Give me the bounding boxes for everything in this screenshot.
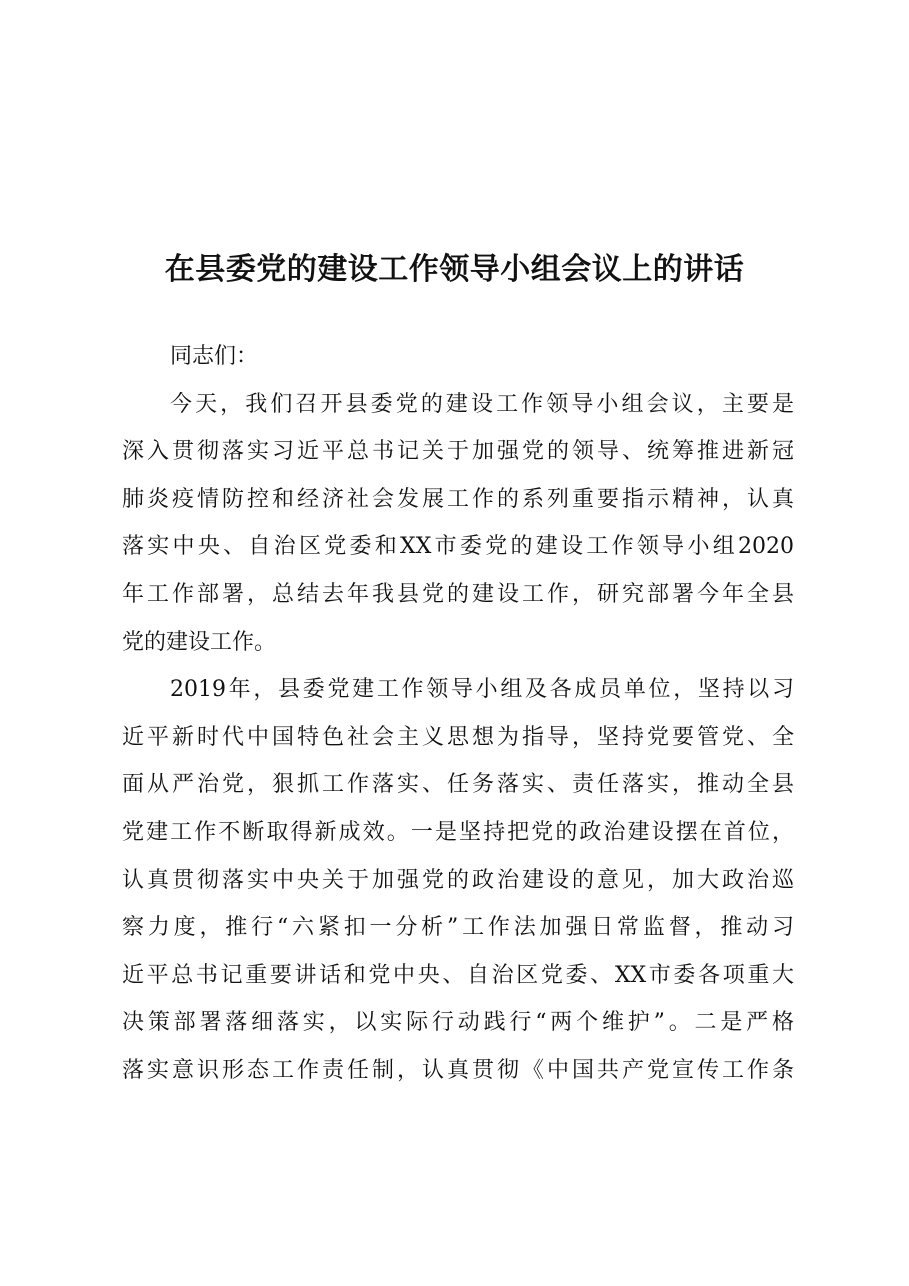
paragraph-line: 落实意识形态工作责任制，认真贯彻《中国共产党宣传工作条 — [122, 1057, 794, 1083]
paragraph-line: 认真贯彻落实中央关于加强党的政治建设的意见，加大政治巡 — [122, 867, 794, 893]
paragraph-line: 年工作部署，总结去年我县党的建设工作，研究部署今年全县 — [122, 581, 794, 607]
salutation-line: 同志们： — [170, 344, 259, 369]
paragraph-line: 察力度，推行“六紧扣一分析”工作法加强日常监督，推动习 — [122, 915, 794, 941]
paragraph-line: 党建工作不断取得新成效。一是坚持把党的政治建设摆在首位， — [122, 819, 794, 845]
paragraph-line: 落实中央、自治区党委和XX市委党的建设工作领导小组2020 — [122, 534, 794, 560]
paragraph-line: 近平新时代中国特色社会主义思想为指导，坚持党要管党、全 — [122, 724, 794, 750]
paragraph-line: 面从严治党，狠抓工作落实、任务落实、责任落实，推动全县 — [122, 772, 794, 798]
paragraph-line: 决策部署落细落实，以实际行动践行“两个维护”。二是严格 — [122, 1010, 794, 1036]
document-body — [122, 333, 794, 1095]
paragraph-line: 肺炎疫情防控和经济社会发展工作的系列重要指示精神，认真 — [122, 486, 794, 512]
paragraph-line: 深入贯彻落实习近平总书记关于加强党的领导、统筹推进新冠 — [122, 439, 794, 465]
document-title: 在县委党的建设工作领导小组会议上的讲话 — [164, 252, 745, 287]
paragraph-line: 近平总书记重要讲话和党中央、自治区党委、XX市委各项重大 — [122, 962, 794, 988]
paragraph-line: 今天，我们召开县委党的建设工作领导小组会议，主要是 — [170, 391, 794, 417]
paragraph-line: 2019年，县委党建工作领导小组及各成员单位，坚持以习 — [170, 677, 794, 703]
paragraph-line: 党的建设工作。 — [122, 629, 277, 655]
